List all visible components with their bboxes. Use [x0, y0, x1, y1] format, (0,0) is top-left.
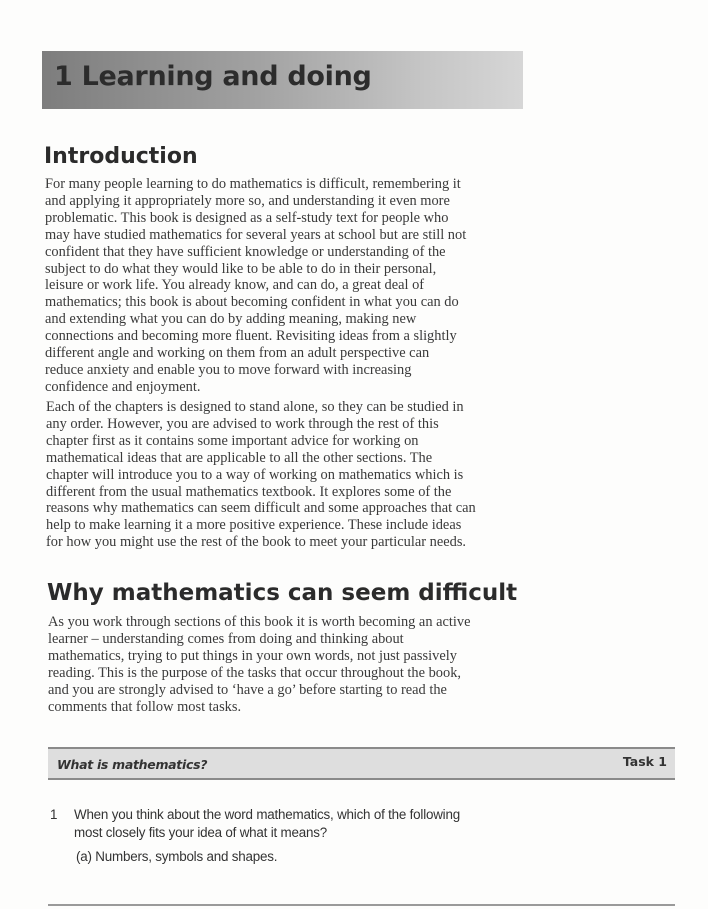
text-line: subject to do what they would like to be able to do in their personal, — [45, 260, 437, 277]
task-title: What is mathematics? — [57, 757, 208, 772]
text-line: mathematics; this book is about becoming confident in what you can do — [45, 294, 459, 311]
text-line: different angle and working on them from an adult perspective can — [45, 345, 430, 362]
text-line: mathematical ideas that are applicable to all the other sections. The — [46, 449, 433, 466]
intro-paragraph-1 — [45, 176, 466, 396]
text-line: reading. This is the purpose of the tasks that occur throughout the book, — [48, 664, 461, 681]
text-line: for how you might use the rest of the book to meet your particular needs. — [46, 534, 467, 551]
text-line: chapter will introduce you to a way of working on mathematics which is — [46, 466, 464, 483]
text-line: leisure or work life. You already know, and can do, a great deal of — [45, 277, 425, 294]
text-line: mathematics, trying to put things in your own words, not just passively — [48, 647, 457, 664]
text-line: confident that they have sufficient knowledge or understanding of the — [45, 243, 446, 260]
section-heading-introduction: Introduction — [44, 144, 198, 169]
text-line: chapter first as it contains some important advice for working on — [46, 432, 419, 449]
text-line: comments that follow most tasks. — [48, 698, 242, 715]
text-line: connections and becoming more fluent. Revisiting ideas from a slightly — [45, 328, 457, 345]
task-header-box — [48, 747, 675, 780]
text-line: different from the usual mathematics textbook. It explores some of the — [46, 483, 452, 500]
section-heading-why-difficult: Why mathematics can seem difficult — [47, 580, 518, 606]
text-line: reduce anxiety and enable you to move forward with increasing — [45, 361, 412, 378]
text-line: most closely fits your idea of what it means? — [74, 825, 327, 840]
question-text — [74, 806, 460, 842]
text-line: and extending what you can do by adding meaning, making new — [45, 311, 417, 328]
text-line: When you think about the word mathematics, which of the following — [74, 807, 460, 822]
text-line: and you are strongly advised to ‘have a go’ before starting to read the — [48, 681, 447, 698]
text-line: Each of the chapters is designed to stand alone, so they can be studied in — [46, 399, 464, 415]
text-line: confidence and enjoyment. — [45, 378, 201, 395]
text-line: any order. However, you are advised to work through the rest of this — [46, 415, 439, 432]
task-label: Task 1 — [622, 754, 667, 769]
chapter-title: 1 Learning and doing — [54, 61, 372, 92]
text-line: and applying it appropriately more so, and understanding it even more — [45, 192, 450, 209]
text-line: As you work through sections of this book it is worth becoming an active — [48, 614, 471, 630]
question-number: 1 — [50, 807, 58, 822]
text-line: may have studied mathematics for several years at school but are still not — [45, 226, 467, 243]
text-line: reasons why mathematics can seem difficult and some approaches that can — [46, 500, 476, 517]
chapter-banner — [42, 51, 523, 109]
why-difficult-paragraph — [48, 614, 470, 715]
intro-paragraph-2 — [46, 399, 476, 551]
text-line: learner – understanding comes from doing and thinking about — [48, 630, 404, 647]
text-line: problematic. This book is designed as a self-study text for people who — [45, 209, 449, 226]
bottom-divider — [48, 904, 675, 906]
question-option-a: (a) Numbers, symbols and shapes. — [76, 849, 278, 864]
text-line: For many people learning to do mathematics is difficult, remembering it — [45, 176, 461, 192]
text-line: help to make learning it a more positive experience. These include ideas — [46, 517, 462, 534]
